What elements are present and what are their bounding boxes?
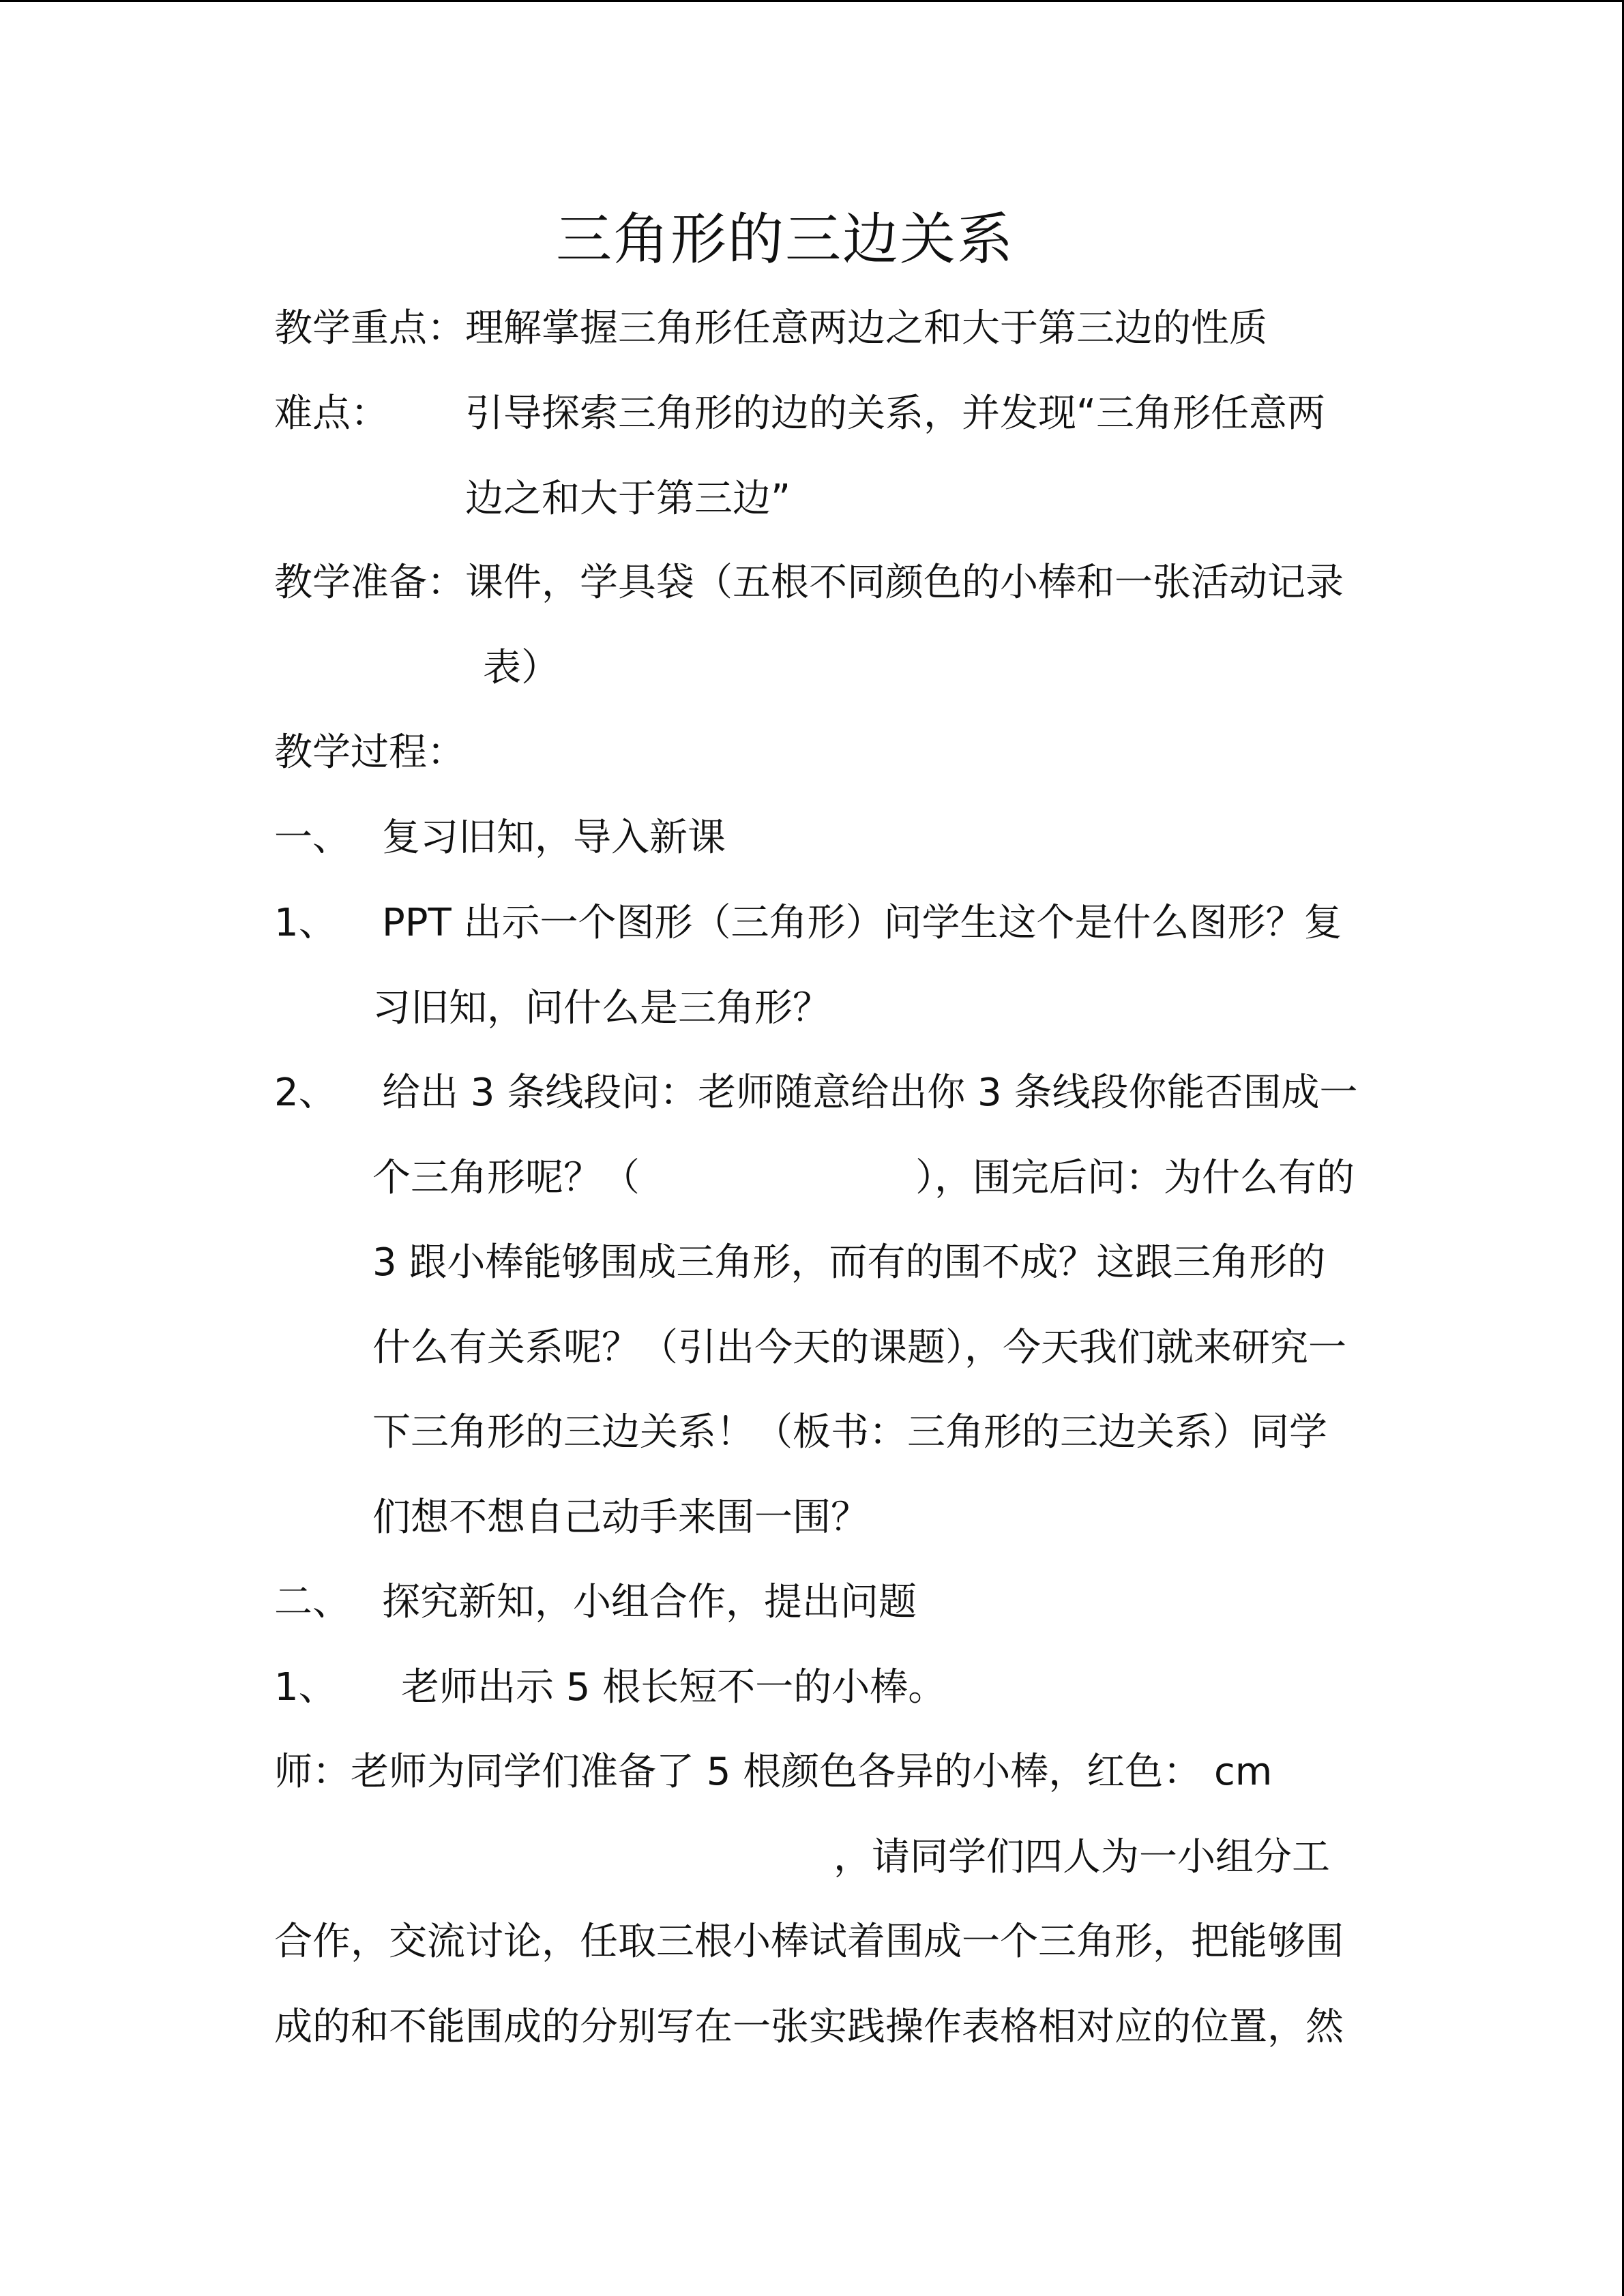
page-title: 三角形的三边关系 — [555, 207, 1014, 272]
key-point-label: 教学重点： — [274, 306, 465, 351]
difficulty-label: 难点： — [274, 391, 389, 436]
teacher-line-1: 师：老师为同学们准备了 5 根颜色各异的小棒，红色： — [274, 1750, 1202, 1794]
teacher-line-4: 成的和不能围成的分别写在一张实践操作表格相对应的位置，然 — [274, 2005, 1344, 2049]
section-2-title: 探究新知，小组合作，提出问题 — [382, 1580, 917, 1624]
item-3-number: 1、 — [274, 1665, 337, 1710]
item-2-line-4: 什么有关系呢？（引出今天的课题），今天我们就来研究一 — [372, 1326, 1346, 1370]
section-1-number: 一、 — [274, 816, 351, 860]
item-2-line-5: 下三角形的三边关系！（板书：三角形的三边关系）同学 — [372, 1410, 1327, 1455]
item-2-line-6: 们想不想自己动手来围一围？ — [372, 1495, 869, 1540]
teacher-unit: cm — [1214, 1750, 1273, 1794]
difficulty-line-2: 边之和大于第三边” — [465, 477, 791, 521]
key-point-text: 理解掌握三角形任意两边之和大于第三边的性质 — [465, 306, 1267, 351]
teacher-line-3: 合作，交流讨论，任取三根小棒试着围成一个三角形，把能够围 — [274, 1920, 1344, 1964]
item-2-line-2a: 个三角形呢？（ — [372, 1156, 640, 1200]
prep-label: 教学准备： — [274, 561, 465, 605]
item-3-text: 老师出示 5 根长短不一的小棒。 — [401, 1665, 947, 1710]
item-2-line-3: 3 跟小棒能够围成三角形，而有的围不成？这跟三角形的 — [372, 1240, 1326, 1285]
process-label: 教学过程： — [274, 730, 465, 775]
item-2-line-2b: ），围完后问：为什么有的 — [915, 1156, 1355, 1200]
item-1-number: 1、 — [274, 901, 337, 945]
page-border-top — [0, 0, 1624, 2]
item-1-line-2: 习旧知，问什么是三角形？ — [372, 986, 831, 1030]
section-2-number: 二、 — [274, 1580, 351, 1624]
section-1-title: 复习旧知，导入新课 — [382, 816, 726, 860]
item-2-line-1: 给出 3 条线段问：老师随意给出你 3 条线段你能否围成一 — [382, 1071, 1358, 1115]
prep-line-1: 课件，学具袋（五根不同颜色的小棒和一张活动记录 — [465, 561, 1344, 605]
difficulty-line-1: 引导探索三角形的边的关系，并发现“三角形任意两 — [465, 391, 1326, 436]
prep-line-2: 表） — [483, 646, 559, 690]
teacher-line-2: ，请同学们四人为一小组分工 — [833, 1835, 1330, 1879]
item-2-number: 2、 — [274, 1071, 337, 1115]
item-1-line-1: PPT 出示一个图形（三角形）问学生这个是什么图形？复 — [382, 901, 1342, 945]
